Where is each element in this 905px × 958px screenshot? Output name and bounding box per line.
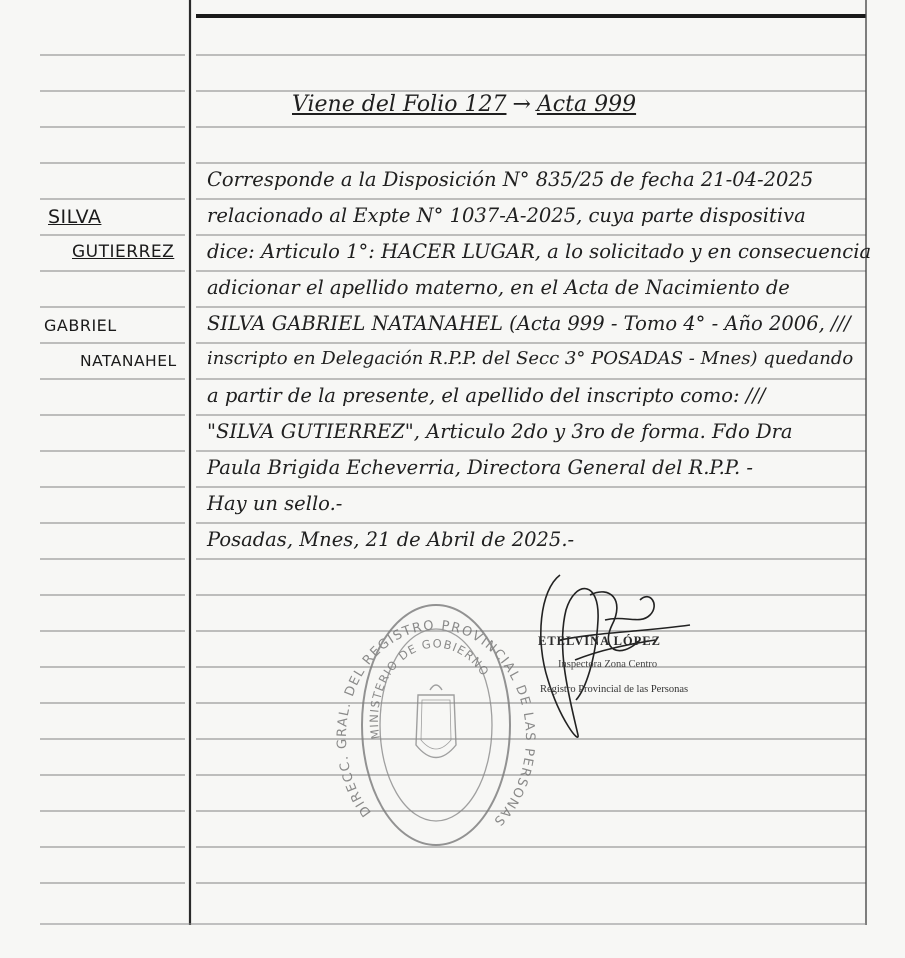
margin-surname-2: GUTIERREZ	[72, 242, 175, 262]
coat-of-arms-emblem	[416, 685, 456, 758]
margin-surname-1: SILVA	[48, 206, 102, 228]
signatory-name: ETELVINA LÓPEZ	[538, 634, 661, 648]
body-line: dice: Articulo 1°: HACER LUGAR, a lo solicitado y en consecuencia	[207, 240, 872, 263]
body-line: "SILVA GUTIERREZ", Articulo 2do y 3ro de forma. Fdo Dra	[207, 420, 793, 443]
body-line: Posadas, Mnes, 21 de Abril de 2025.-	[207, 528, 575, 551]
body-line: Corresponde a la Disposición N° 835/25 de fecha 21-04-2025	[207, 168, 814, 191]
stamp-inner-text: MINISTERIO DE GOBIERNO	[366, 636, 493, 741]
signature-scribble	[541, 575, 690, 737]
heading-arrow-icon: →	[512, 92, 531, 117]
heading-acta-text: Acta 999	[536, 92, 637, 117]
heading-folio-text: Viene del Folio 127	[292, 92, 507, 117]
body-line: Paula Brigida Echeverria, Directora General del R.P.P. -	[207, 456, 753, 479]
body-line: Hay un sello.-	[207, 492, 343, 515]
body-line: inscripto en Delegación R.P.P. del Secc 3° POSADAS - Mnes) quedando	[207, 348, 854, 369]
body-line: a partir de la presente, el apellido del inscripto como: ///	[207, 384, 766, 407]
margin-given-name-1: GABRIEL	[44, 316, 117, 335]
body-line: SILVA GABRIEL NATANAHEL (Acta 999 - Tomo 4° - Año 2006, ///	[207, 312, 851, 335]
body-line: adicionar el apellido materno, en el Acta de Nacimiento de	[207, 276, 790, 299]
signatory-organization: Registro Provincial de las Personas	[540, 684, 689, 695]
stamp-outer-text: DIRECC. GRAL. DEL REGISTRO PROVINCIAL DE LAS PERSONAS	[334, 618, 538, 830]
body-line: relacionado al Expte N° 1037-A-2025, cuya parte dispositiva	[207, 204, 806, 227]
official-stamp	[335, 605, 537, 845]
margin-given-name-2: NATANAHEL	[80, 352, 177, 370]
signatory-title: Inspectora Zona Centro	[558, 659, 658, 670]
folio-heading	[292, 92, 636, 117]
